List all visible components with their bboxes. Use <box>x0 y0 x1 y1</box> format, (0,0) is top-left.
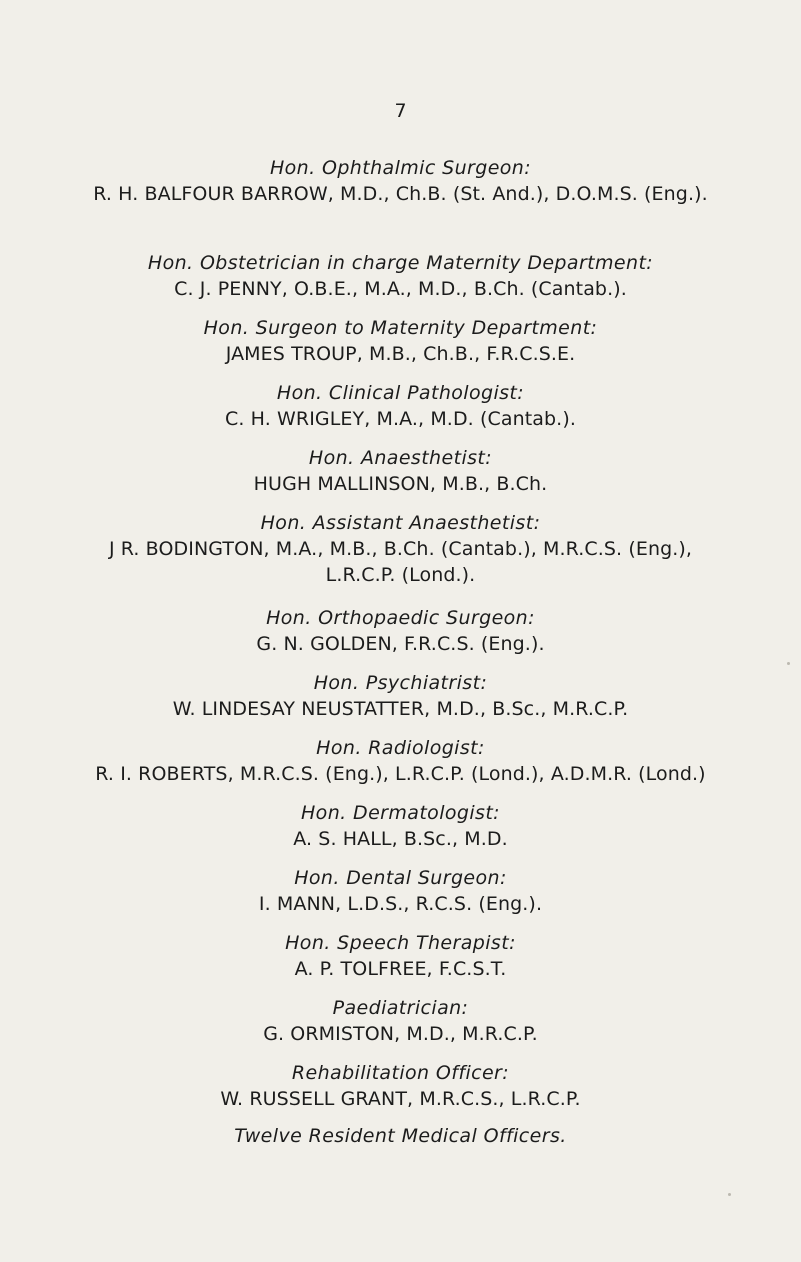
staff-name: A. P. TOLFREE, F.C.S.T. <box>294 958 507 980</box>
staff-entry <box>0 315 801 367</box>
staff-name: C. H. WRIGLEY, M.A., M.D. (Cantab.). <box>225 408 576 430</box>
staff-role: Hon. Psychiatrist: <box>313 672 488 694</box>
print-speck <box>728 1193 731 1196</box>
staff-name: G. ORMISTON, M.D., M.R.C.P. <box>263 1023 538 1045</box>
staff-role: Hon. Surgeon to Maternity Department: <box>203 317 598 339</box>
staff-entry <box>0 445 801 497</box>
staff-name: A. S. HALL, B.Sc., M.D. <box>293 828 508 850</box>
staff-name: HUGH MALLINSON, M.B., B.Ch. <box>253 473 548 495</box>
staff-role: Hon. Speech Therapist: <box>285 932 516 954</box>
staff-entry <box>0 865 801 917</box>
staff-role: Rehabilitation Officer: <box>291 1062 510 1084</box>
staff-entry <box>0 250 801 302</box>
staff-entry <box>0 800 801 852</box>
staff-name: W. LINDESAY NEUSTATTER, M.D., B.Sc., M.R.C.P. <box>172 698 629 720</box>
staff-role: Hon. Orthopaedic Surgeon: <box>266 607 535 629</box>
staff-name: C. J. PENNY, O.B.E., M.A., M.D., B.Ch. (Cantab.). <box>174 278 627 300</box>
staff-role: Paediatrician: <box>332 997 469 1019</box>
staff-name: J R. BODINGTON, M.A., M.B., B.Ch. (Cantab.), M.R.C.S. (Eng.), <box>108 538 693 560</box>
staff-role: Hon. Dental Surgeon: <box>294 867 507 889</box>
staff-entry <box>0 155 801 207</box>
staff-entry <box>0 670 801 722</box>
staff-role: Hon. Radiologist: <box>316 737 485 759</box>
staff-entry <box>0 380 801 432</box>
staff-role: Hon. Dermatologist: <box>301 802 500 824</box>
staff-name: W. RUSSELL GRANT, M.R.C.S., L.R.C.P. <box>220 1088 581 1110</box>
page-number: 7 <box>394 100 407 122</box>
staff-name: R. H. BALFOUR BARROW, M.D., Ch.B. (St. And.), D.O.M.S. (Eng.). <box>93 183 708 205</box>
staff-name: L.R.C.P. (Lond.). <box>325 564 476 586</box>
staff-name: JAMES TROUP, M.B., Ch.B., F.R.C.S.E. <box>225 343 576 365</box>
footer-note: Twelve Resident Medical Officers. <box>234 1125 567 1147</box>
staff-entry <box>0 930 801 982</box>
staff-entry <box>0 510 801 588</box>
staff-name: G. N. GOLDEN, F.R.C.S. (Eng.). <box>256 633 545 655</box>
staff-role: Hon. Anaesthetist: <box>308 447 493 469</box>
staff-entry <box>0 735 801 787</box>
staff-role: Hon. Obstetrician in charge Maternity Department: <box>147 252 654 274</box>
print-speck <box>787 662 790 665</box>
staff-role: Hon. Clinical Pathologist: <box>276 382 525 404</box>
staff-name: I. MANN, L.D.S., R.C.S. (Eng.). <box>258 893 543 915</box>
staff-entry <box>0 995 801 1047</box>
staff-role: Hon. Ophthalmic Surgeon: <box>269 157 532 179</box>
staff-entry <box>0 605 801 657</box>
staff-role: Hon. Assistant Anaesthetist: <box>260 512 541 534</box>
staff-entry <box>0 1060 801 1112</box>
staff-name: R. I. ROBERTS, M.R.C.S. (Eng.), L.R.C.P. (Lond.), A.D.M.R. (Lond.) <box>95 763 706 785</box>
